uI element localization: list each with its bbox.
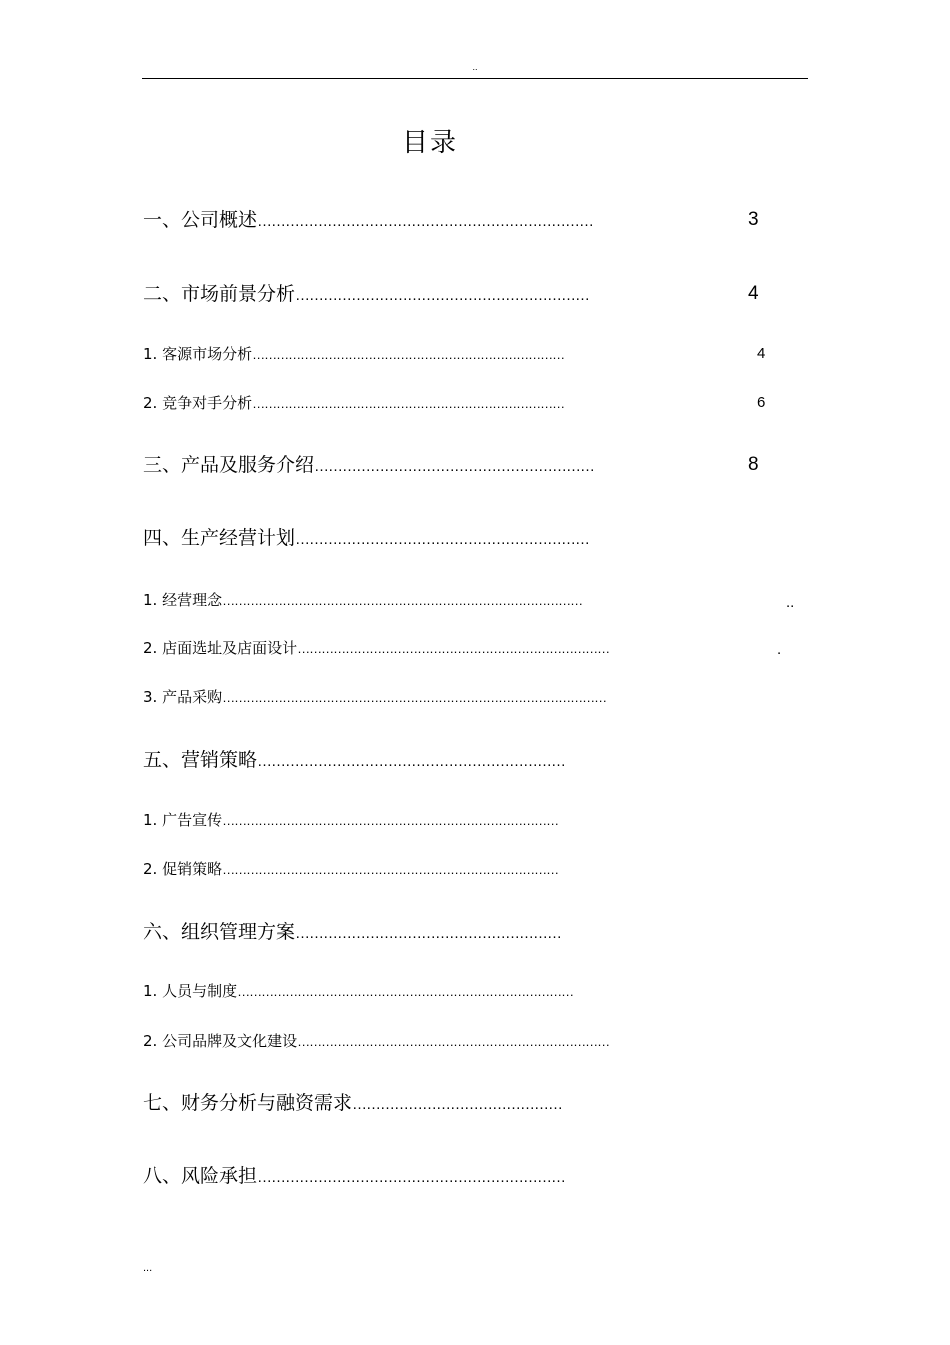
toc-leader-dots: ………………………………………………………………………… (237, 984, 574, 999)
toc-entry[interactable] (143, 1030, 609, 1053)
toc-entry[interactable] (143, 589, 582, 612)
toc-entry[interactable] (143, 392, 564, 415)
toc-page-number: 8 (748, 454, 759, 475)
toc-entry-label: 3. 产品采购 (143, 688, 223, 706)
toc-leader-dots: ………………………………………………………………………… (222, 862, 559, 877)
toc-entry[interactable] (143, 451, 594, 481)
toc-leader-dots: …………………………………………………………………… (252, 347, 565, 362)
toc-entry-label: 1. 经营理念 (143, 591, 223, 609)
toc-entry-label: 一、公司概述 (143, 209, 258, 231)
toc-entry-label: 七、财务分析与融资需求 (143, 1092, 353, 1114)
toc-entry[interactable] (143, 686, 606, 709)
toc-entry[interactable] (143, 809, 558, 832)
toc-entry[interactable] (143, 206, 593, 236)
toc-leader-dots: …………………………………………………………………… (297, 1034, 610, 1049)
toc-entry[interactable] (143, 524, 589, 554)
toc-entry-label: 五、营销策略 (143, 749, 258, 771)
toc-leader-dots: …………………………………………………………………… (252, 396, 565, 411)
toc-page-number: 3 (748, 209, 759, 230)
toc-entry[interactable] (143, 1162, 565, 1192)
toc-leader-dots: ……………………………………… (352, 1096, 563, 1113)
toc-leader-dots: ……………………………………………………… (295, 531, 590, 548)
toc-entry[interactable] (143, 1089, 562, 1119)
toc-page-number: 4 (757, 345, 766, 362)
toc-page-number: . (777, 641, 782, 658)
toc-entry[interactable] (143, 280, 589, 310)
toc-leader-dots: …………………………………………………… (314, 458, 595, 475)
toc-entry-label: 1. 客源市场分析 (143, 345, 253, 363)
toc-entry-label: 2. 竞争对手分析 (143, 394, 253, 412)
toc-entry[interactable] (143, 980, 573, 1003)
toc-entry-label: 2. 店面选址及店面设计 (143, 639, 298, 657)
toc-entry-label: 1. 广告宣传 (143, 811, 223, 829)
toc-leader-dots: ……………………………………………………………… (257, 213, 594, 230)
toc-entry[interactable] (143, 637, 609, 660)
toc-entry-label: 2. 公司品牌及文化建设 (143, 1032, 298, 1050)
toc-leader-dots: …………………………………………………………………………………… (222, 690, 607, 705)
toc-leader-dots: ………………………………………………………… (257, 753, 566, 770)
toc-entry-label: 三、产品及服务介绍 (143, 454, 315, 476)
toc-entry-label: 八、风险承担 (143, 1165, 258, 1187)
header-mark: .. (472, 62, 478, 72)
toc-leader-dots: ………………………………………………………………………… (222, 813, 559, 828)
toc-leader-dots: ………………………………………………… (295, 925, 562, 942)
toc-entry[interactable] (143, 858, 558, 881)
toc-page-number: .. (786, 594, 795, 611)
toc-entry[interactable] (143, 746, 565, 776)
footer-mark: ... (143, 1262, 153, 1274)
toc-leader-dots: ……………………………………………………………………………… (222, 593, 583, 608)
toc-entry-label: 1. 人员与制度 (143, 982, 238, 1000)
toc-leader-dots: …………………………………………………………………… (297, 641, 610, 656)
toc-page-number: 4 (748, 283, 759, 304)
header-rule (142, 78, 808, 79)
toc-page-number: 6 (757, 394, 766, 411)
toc-entry-label: 六、组织管理方案 (143, 921, 296, 943)
toc-leader-dots: ……………………………………………………… (295, 287, 590, 304)
page-title: 目录 (401, 128, 458, 158)
toc-entry[interactable] (143, 343, 564, 366)
toc-leader-dots: ………………………………………………………… (257, 1169, 566, 1186)
toc-entry-label: 四、生产经营计划 (143, 527, 296, 549)
toc-entry[interactable] (143, 918, 561, 948)
toc-entry-label: 二、市场前景分析 (143, 283, 296, 305)
toc-entry-label: 2. 促销策略 (143, 860, 223, 878)
